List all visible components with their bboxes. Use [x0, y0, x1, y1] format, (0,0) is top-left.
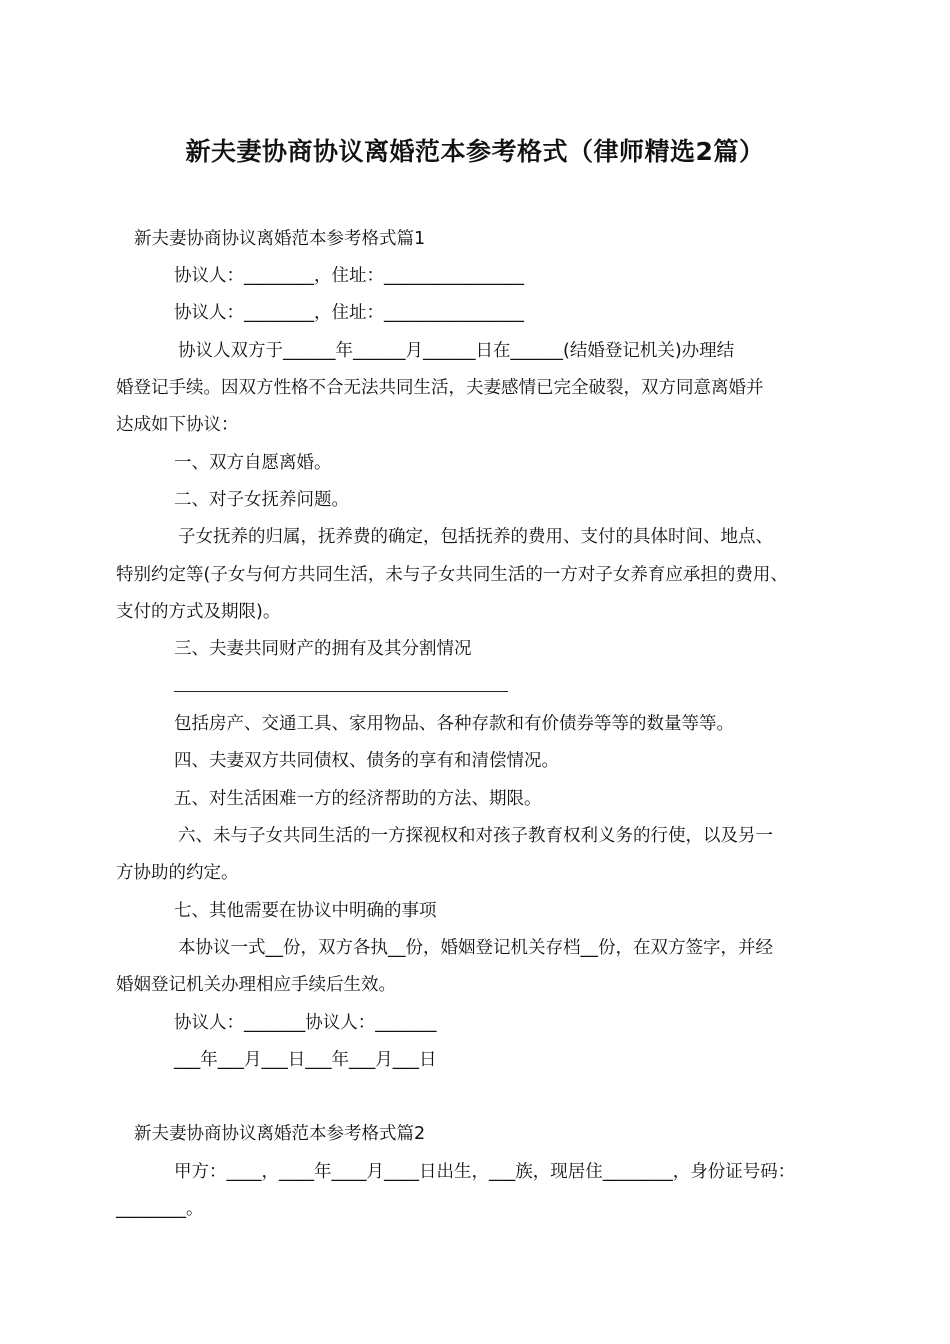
date-line: ___年___月___日___年___月___日	[174, 1050, 437, 1070]
child-support-line-1: 子女抚养的归属，抚养费的确定，包括抚养的费用、支付的具体时间、地点、	[178, 527, 773, 547]
party-a-line-2: ________。	[116, 1199, 204, 1219]
clause-6-line-2: 方协助的约定。	[116, 863, 239, 883]
clause-7: 七、其他需要在协议中明确的事项	[174, 901, 437, 921]
section-2-heading: 新夫妻协商协议离婚范本参考格式篇2	[134, 1124, 426, 1144]
clause-2: 二、对子女抚养问题。	[174, 490, 349, 510]
section-1-heading: 新夫妻协商协议离婚范本参考格式篇1	[134, 229, 426, 249]
clause-4: 四、夫妻双方共同债权、债务的享有和清偿情况。	[174, 751, 559, 771]
clause-6-line-1: 六、未与子女共同生活的一方探视权和对孩子教育权利义务的行使，以及另一	[178, 826, 773, 846]
child-support-line-3: 支付的方式及期限)。	[116, 602, 281, 622]
blank-fill-line	[174, 691, 508, 692]
signature-line: 协议人：_______协议人：_______	[174, 1013, 437, 1033]
intro-line-3: 达成如下协议：	[116, 415, 239, 435]
child-support-line-2: 特别约定等(子女与何方共同生活，未与子女共同生活的一方对子女养育应承担的费用、	[116, 565, 788, 585]
party-line-2: 协议人：________，住址：________________	[174, 303, 524, 323]
party-line-1: 协议人：________，住址：________________	[174, 266, 524, 286]
property-detail-line: 包括房产、交通工具、家用物品、各种存款和有价债券等等的数量等等。	[174, 714, 734, 734]
intro-line-2: 婚登记手续。因双方性格不合无法共同生活，夫妻感情已完全破裂，双方同意离婚并	[116, 378, 764, 398]
clause-1: 一、双方自愿离婚。	[174, 453, 332, 473]
copies-line-1: 本协议一式__份，双方各执__份，婚姻登记机关存档__份，在双方签字，并经	[178, 938, 773, 958]
intro-line-1: 协议人双方于______年______月______日在______(结婚登记机关)办理结	[178, 341, 735, 361]
copies-line-2: 婚姻登记机关办理相应手续后生效。	[116, 975, 396, 995]
clause-3: 三、夫妻共同财产的拥有及其分割情况	[174, 639, 472, 659]
clause-5: 五、对生活困难一方的经济帮助的方法、期限。	[174, 789, 542, 809]
document-title: 新夫妻协商协议离婚范本参考格式（律师精选2篇）	[185, 137, 765, 166]
party-a-line-1: 甲方：____，____年____月____日出生，___族，现居住________，身份证号码：	[174, 1162, 796, 1182]
